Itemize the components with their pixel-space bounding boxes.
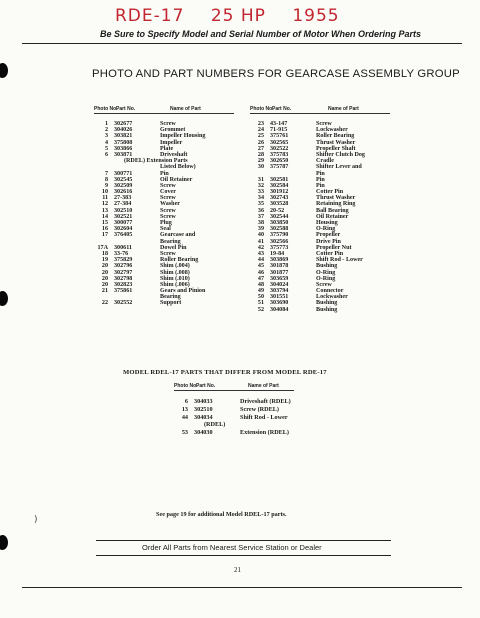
part-name-cell: Thrust Washer — [316, 139, 356, 146]
footnote: See page 19 for additional Model RDEL-17 parts. — [156, 511, 287, 518]
part-name-cell: Lockwasher — [316, 294, 348, 301]
part-name-cell: Screw — [316, 281, 332, 288]
photo-no-cell: 37 — [257, 213, 264, 220]
part-name-cell: Roller Bearing — [160, 257, 199, 264]
part-name-cell: Support — [160, 300, 182, 307]
photo-no-cell: 51 — [257, 300, 264, 307]
photo-no-cell: 4 — [104, 139, 108, 146]
handwritten-annotation — [115, 6, 360, 26]
table-header — [250, 106, 390, 114]
part-name-cell: O-Ring — [316, 269, 336, 276]
part-no-cell: 303659 — [270, 275, 289, 282]
part-no-cell: 304030 — [194, 429, 213, 437]
photo-no-header: Photo No. — [250, 106, 274, 112]
part-name-cell: Listed Below) — [160, 164, 196, 171]
photo-no-cell: 20 — [101, 281, 108, 288]
binder-hole-icon — [0, 63, 8, 78]
handwritten-model: RDE-17 — [115, 6, 185, 26]
table-header — [174, 383, 294, 391]
name-header: Name of Part — [170, 106, 201, 112]
photo-no-cell: 27 — [257, 145, 264, 152]
photo-no-cell: 31 — [257, 176, 264, 183]
part-no-cell: 302650 — [270, 158, 289, 165]
photo-no-cell: 24 — [257, 127, 264, 134]
part-name-cell: Shim (.008) — [160, 269, 190, 276]
photo-no-cell: 39 — [257, 226, 264, 233]
photo-no-cell: 2 — [104, 127, 108, 134]
part-name-cell: Plug — [160, 220, 172, 226]
part-name-cell: Bearing — [160, 294, 181, 301]
part-name-cell: Oil Retainer — [160, 176, 193, 183]
part-name-cell: Screw — [316, 121, 332, 127]
photo-no-cell: 22 — [101, 300, 108, 307]
part-name-cell: Housing — [316, 220, 338, 226]
part-name-cell: Oil Retainer — [316, 213, 349, 220]
parts-table-right — [250, 106, 390, 313]
part-no-cell: 375808 — [114, 139, 133, 146]
part-no-cell: 375783 — [270, 151, 289, 158]
part-name-cell: Pin — [316, 182, 325, 189]
photo-no-cell: 20 — [101, 263, 108, 270]
part-no-cell: 300611 — [114, 244, 132, 251]
part-no-cell: 302584 — [270, 182, 289, 189]
photo-no-cell: 50 — [257, 294, 264, 301]
part-no-cell: 302616 — [114, 189, 133, 196]
photo-no-cell: 21 — [101, 288, 108, 295]
photo-no-cell: 48 — [257, 281, 264, 288]
photo-no-cell: 49 — [257, 288, 264, 295]
part-no-cell: 302510 — [114, 207, 133, 214]
part-no-cell: 303528 — [270, 201, 289, 208]
photo-no-cell: 42 — [257, 244, 264, 251]
order-rule-bottom — [96, 555, 391, 556]
parts-table-left — [94, 106, 234, 307]
part-no-cell: 304024 — [270, 281, 289, 288]
part-name-cell: Shift Rod - Lower — [240, 413, 288, 421]
part-no-cell: 303690 — [270, 300, 289, 307]
photo-no-cell: 23 — [257, 121, 264, 127]
part-no-cell: 304026 — [114, 127, 133, 134]
photo-no-cell: 13 — [181, 405, 188, 413]
part-no-cell: 304033 — [194, 398, 213, 405]
part-name-cell: Shim (.010) — [160, 275, 190, 282]
part-no-cell: 376405 — [114, 232, 133, 239]
part-no-header: Part No. — [272, 106, 292, 112]
part-name-cell: Impeller — [160, 139, 183, 146]
part-no-cell: 375790 — [270, 232, 289, 239]
part-no-cell: 302544 — [270, 213, 289, 220]
table-row — [174, 429, 294, 437]
photo-no-cell: 29 — [257, 158, 264, 165]
part-name-cell: Screw — [160, 121, 176, 127]
part-name-cell: Bushing — [316, 300, 338, 307]
part-name-cell: Extension (RDEL) — [240, 429, 289, 437]
photo-no-cell: 12 — [101, 201, 108, 208]
part-name-cell: Shim (.004) — [160, 263, 190, 270]
page-number: 21 — [234, 566, 241, 574]
photo-no-cell: 14 — [101, 213, 108, 220]
top-rule — [22, 43, 462, 44]
name-header: Name of Part — [248, 383, 279, 389]
part-no-cell: 303794 — [270, 288, 289, 295]
handwritten-year: 1955 — [292, 6, 340, 26]
part-no-cell: 43-147 — [270, 121, 288, 127]
part-name-cell: Drive Pin — [316, 238, 341, 245]
part-name-cell: Gearcase and — [160, 232, 196, 239]
part-name-cell: Bushing — [316, 263, 338, 270]
handwritten-hp: 25 HP — [210, 6, 266, 26]
part-name-cell: Connector — [316, 288, 344, 295]
photo-no-cell: 13 — [101, 207, 108, 214]
photo-no-cell: 7 — [104, 170, 108, 177]
part-name-cell: Shifter Clutch Dog — [316, 151, 365, 158]
part-no-header: Part No. — [116, 106, 136, 112]
photo-no-cell: 40 — [257, 232, 264, 239]
part-name-cell: Seal — [160, 226, 171, 233]
part-no-cell: 33-76 — [114, 250, 129, 257]
page-title: PHOTO AND PART NUMBERS FOR GEARCASE ASSEMBLY GROUP — [92, 68, 460, 80]
part-no-cell: 71-915 — [270, 127, 288, 134]
part-name-cell: O-Ring — [316, 275, 336, 282]
part-no-cell: 20-52 — [270, 207, 285, 214]
part-no-cell: 302797 — [114, 269, 133, 276]
photo-no-cell: 15 — [101, 220, 108, 226]
part-no-cell: 301878 — [270, 263, 289, 270]
photo-no-cell: 20 — [101, 275, 108, 282]
photo-no-cell: 36 — [257, 207, 264, 214]
photo-no-header: Photo No. — [94, 106, 118, 112]
part-no-cell: 302510 — [194, 405, 213, 413]
part-name-cell: Dowel Pin — [160, 244, 187, 251]
part-no-cell: 375829 — [114, 257, 133, 264]
part-name-cell: Bushing — [316, 306, 338, 313]
part-name-cell: Pin — [316, 170, 325, 177]
part-no-cell: 302552 — [114, 300, 133, 307]
photo-no-cell: 41 — [257, 238, 264, 245]
part-no-cell: 375861 — [114, 288, 133, 295]
part-name-cell: Cotter Pin — [316, 250, 344, 257]
part-name-cell: Thrust Washer — [316, 195, 356, 202]
table-row — [174, 421, 294, 429]
name-header: Name of Part — [328, 106, 359, 112]
table-row — [174, 414, 294, 422]
photo-no-cell: 11 — [102, 195, 108, 202]
photo-no-cell: 30 — [257, 164, 264, 171]
part-no-cell: 303869 — [270, 257, 289, 264]
photo-no-cell: 8 — [104, 176, 108, 183]
photo-no-cell: 25 — [257, 133, 264, 140]
part-no-cell: 375761 — [270, 133, 289, 140]
part-no-cell: 302521 — [114, 213, 133, 220]
part-name-cell: Plate — [160, 145, 174, 152]
photo-no-cell: 52 — [257, 306, 264, 313]
part-name-cell: Screw (RDEL) — [240, 405, 279, 413]
order-notice: Order All Parts from Nearest Service Station or Dealer — [142, 543, 322, 552]
part-name-cell: (RDEL) — [204, 421, 226, 429]
part-no-cell: 302566 — [270, 238, 289, 245]
binder-hole-icon — [0, 535, 8, 550]
part-name-cell: Impeller Housing — [160, 133, 206, 140]
part-no-cell: 302522 — [270, 145, 289, 152]
part-name-cell: Driveshaft — [160, 151, 188, 158]
part-name-cell: Shim (.006) — [160, 281, 190, 288]
part-name-cell: Grommet — [160, 127, 186, 134]
part-no-cell: 302677 — [114, 121, 133, 127]
photo-no-cell: 34 — [257, 195, 264, 202]
photo-no-cell: 44 — [181, 413, 188, 421]
part-no-cell: 303821 — [114, 133, 133, 140]
photo-no-cell: 17A — [97, 244, 108, 251]
bottom-rule — [22, 587, 462, 588]
part-name-cell: Pin — [160, 170, 169, 177]
photo-no-cell: 9 — [104, 182, 108, 189]
rdel-parts-table — [174, 383, 294, 437]
photo-no-cell: 19 — [101, 257, 108, 264]
photo-no-cell: 35 — [257, 201, 264, 208]
part-name-cell: Bearing — [160, 238, 181, 245]
part-name-cell: Screw — [160, 207, 176, 214]
photo-no-cell: 3 — [104, 133, 108, 140]
photo-no-cell: 53 — [181, 429, 188, 437]
part-no-cell: 304084 — [270, 306, 289, 313]
photo-no-cell: 44 — [257, 257, 264, 264]
part-no-cell: 302581 — [270, 176, 289, 183]
part-no-cell: 300771 — [114, 170, 133, 177]
photo-no-cell: 32 — [257, 182, 264, 189]
table-row — [174, 398, 294, 406]
part-no-cell: 302588 — [270, 226, 289, 233]
part-name-cell: Driveshaft (RDEL) — [240, 398, 291, 405]
part-no-cell: 301877 — [270, 269, 289, 276]
part-name-cell: Propeller Shaft — [316, 145, 356, 152]
part-name-cell: Shift Rod - Lower — [316, 257, 363, 264]
photo-no-cell: 1 — [104, 121, 108, 127]
part-no-cell: 302509 — [114, 182, 133, 189]
table-row — [174, 406, 294, 414]
photo-no-cell: 43 — [257, 250, 264, 257]
photo-no-cell: 5 — [104, 145, 108, 152]
photo-no-cell: 16 — [101, 226, 108, 233]
parts-list-right — [250, 121, 390, 313]
part-no-cell: 302798 — [114, 275, 133, 282]
photo-no-cell: 6 — [104, 151, 108, 158]
pencil-mark: ) — [34, 515, 38, 525]
part-no-cell: 303866 — [114, 145, 133, 152]
table-row — [94, 300, 234, 306]
part-name-cell: Retaining Ring — [316, 201, 356, 208]
photo-no-cell: 26 — [257, 139, 264, 146]
part-no-cell: 302823 — [114, 281, 133, 288]
subsection-title: MODEL RDEL-17 PARTS THAT DIFFER FROM MODEL RDE-17 — [123, 369, 327, 376]
photo-no-cell: 6 — [184, 398, 188, 405]
part-name-cell: Ball Bearing — [316, 207, 349, 214]
photo-no-cell: 47 — [257, 275, 264, 282]
photo-no-cell: 28 — [257, 151, 264, 158]
part-no-cell: 27-383 — [114, 195, 132, 202]
photo-no-cell: 38 — [257, 220, 264, 226]
photo-no-cell: 10 — [101, 189, 108, 196]
part-name-cell: Cotter Pin — [316, 189, 344, 196]
part-no-cell: 301912 — [270, 189, 289, 196]
part-name-cell: Cover — [160, 189, 176, 196]
parts-list-left — [94, 121, 234, 307]
photo-no-header: Photo No. — [174, 383, 198, 389]
part-no-cell: 19-84 — [270, 250, 285, 257]
specify-notice: Be Sure to Specify Model and Serial Number of Motor When Ordering Parts — [100, 29, 422, 39]
table-header — [94, 106, 234, 114]
binder-hole-icon — [0, 291, 8, 306]
part-no-cell: 375773 — [270, 244, 289, 251]
part-name-cell: Propeller Nut — [316, 244, 352, 251]
order-rule-top — [96, 540, 391, 541]
part-name-cell: Screw — [160, 182, 176, 189]
part-name-cell: Lockwasher — [316, 127, 348, 134]
part-no-cell: 302565 — [270, 139, 289, 146]
rdel-parts-list — [174, 398, 294, 437]
part-name-cell: Roller Bearing — [316, 133, 355, 140]
photo-no-cell: 45 — [257, 263, 264, 270]
part-no-cell: 302796 — [114, 263, 133, 270]
photo-no-cell: 46 — [257, 269, 264, 276]
part-no-cell: 302604 — [114, 226, 133, 233]
photo-no-cell: 18 — [101, 250, 108, 257]
part-no-header: Part No. — [196, 383, 216, 389]
part-no-cell: 304034 — [194, 413, 213, 421]
part-no-cell: 301551 — [270, 294, 289, 301]
photo-no-cell: 33 — [257, 189, 264, 196]
part-no-cell: 302743 — [270, 195, 289, 202]
part-no-cell: 303850 — [270, 220, 289, 226]
part-name-cell: (RDEL) Extension Parts — [124, 158, 188, 165]
part-name-cell: Pin — [316, 176, 325, 183]
part-name-cell: O-Ring — [316, 226, 336, 233]
part-no-cell: 300077 — [114, 220, 133, 226]
part-no-cell: 303871 — [114, 151, 133, 158]
part-name-cell: Screw — [160, 213, 176, 220]
part-name-cell: Screw — [160, 250, 176, 257]
part-name-cell: Propeller — [316, 232, 341, 239]
table-row — [250, 307, 390, 313]
part-no-cell: 375787 — [270, 164, 289, 171]
part-name-cell: Shifter Lever and — [316, 164, 362, 171]
part-no-cell: 302545 — [114, 176, 133, 183]
part-name-cell: Gears and Pinion — [160, 288, 206, 295]
part-name-cell: Screw — [160, 195, 176, 202]
part-name-cell: Cradle — [316, 158, 334, 165]
photo-no-cell: 17 — [101, 232, 108, 239]
part-name-cell: Washer — [160, 201, 180, 208]
photo-no-cell: 20 — [101, 269, 108, 276]
part-no-cell: 27-384 — [114, 201, 132, 208]
